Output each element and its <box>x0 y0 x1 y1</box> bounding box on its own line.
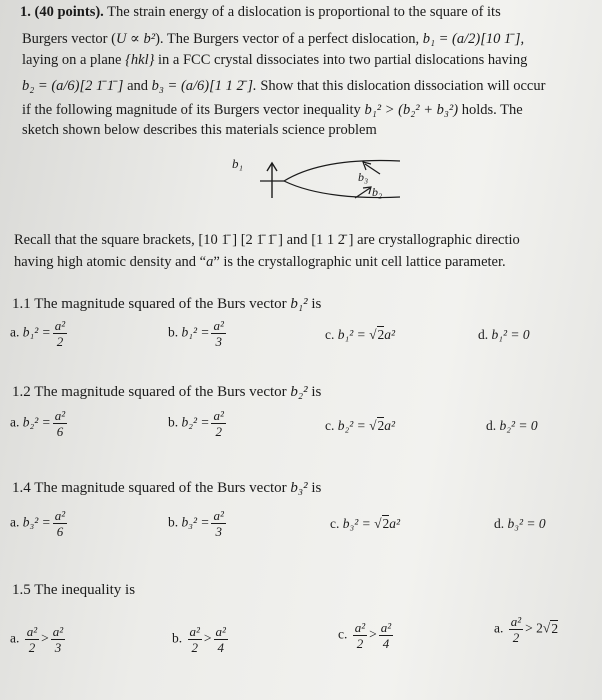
recall-text: are crystallographic directio <box>357 232 520 248</box>
option-label: b. <box>168 324 179 340</box>
question-text: 1.2 The magnitude squared of the Burs vector <box>12 384 287 400</box>
fraction-numerator: a² <box>54 318 66 333</box>
option-label: c. <box>330 516 340 531</box>
fraction-numerator: a² <box>54 408 66 423</box>
q4-option-d[interactable] <box>494 516 546 532</box>
burgers-vector-b1: b₁ = (a/2)[10 1̄ ], <box>422 31 525 47</box>
option-lhs: b₃² = <box>22 514 51 530</box>
option-label: c. <box>325 418 335 433</box>
option-label: d. <box>478 327 489 342</box>
option-label: d. <box>494 516 505 531</box>
recall-line-1 <box>14 232 520 249</box>
option-lhs: b₃² = <box>181 514 210 530</box>
fraction-numerator: a² <box>354 620 366 635</box>
direction-211: [2 1̄ 1̄ ] <box>240 232 283 248</box>
burgers-vector-b2: b₂ = (a/6)[2 1̄ 1̄ ] <box>22 78 124 94</box>
inequality-expression: b₁² > (b₂² + b₃²) <box>364 102 459 118</box>
direction-112: [1 1 2̄ ] <box>311 232 354 248</box>
q5-option-a[interactable] <box>10 624 67 655</box>
fraction-numerator: a² <box>213 408 224 423</box>
fraction-denominator: 3 <box>215 334 222 349</box>
question-text: is <box>311 480 322 496</box>
sqrt-radicand: 2 <box>377 418 385 433</box>
q2-option-d[interactable] <box>486 418 538 434</box>
option-fraction <box>53 508 67 539</box>
problem-text: and <box>127 78 148 94</box>
comparison-operator: > 2 <box>525 620 543 636</box>
problem-line-5 <box>22 102 523 119</box>
fraction-numerator: a² <box>380 620 392 635</box>
fraction-denominator: 3 <box>215 524 222 539</box>
fraction-denominator: 4 <box>382 636 390 651</box>
fraction-numerator: a² <box>215 624 226 639</box>
problem-text: in a FCC crystal dissociates into two partial dislocations having <box>158 52 528 68</box>
problem-number: 1. (40 points). <box>20 4 104 20</box>
option-label: c. <box>325 327 335 342</box>
option-label: a. <box>10 414 20 430</box>
b2-arrow <box>355 188 370 198</box>
q2-option-c[interactable]: c. b₂² = √2a² <box>325 418 396 433</box>
problem-line-2 <box>22 31 524 48</box>
question-text: is <box>311 384 322 400</box>
question-1-4-title <box>12 480 321 497</box>
fraction-numerator: a² <box>52 624 64 639</box>
fraction-denominator: 3 <box>54 640 62 655</box>
q1-option-d[interactable] <box>478 327 530 343</box>
option-label: a. <box>10 324 20 340</box>
problem-text: if the following magnitude of its Burgers vector inequality <box>22 102 361 118</box>
option-label: c. <box>338 626 348 642</box>
q5-option-d[interactable]: a. $\frac{\text{a²}}{2}$ > 2√2 <box>494 614 559 645</box>
option-label: b. <box>172 630 183 646</box>
option-fraction-right <box>51 624 65 655</box>
direction-101: [10 1̄ ] <box>198 232 238 248</box>
option-fraction <box>211 508 225 539</box>
comparison-operator: > <box>203 630 212 646</box>
problem-line-4 <box>22 78 545 95</box>
option-fraction <box>53 408 67 439</box>
question-1-2-title <box>12 384 321 401</box>
question-1-1-title <box>12 296 321 313</box>
recall-text: and <box>286 232 308 248</box>
sketch-label-b1: b₁ <box>232 156 244 171</box>
problem-text: ). The Burgers vector of a perfect dislocation, <box>155 31 420 47</box>
recall-text: ” is the crystallographic unit cell lattice parameter. <box>213 254 506 270</box>
fraction-numerator: a² <box>189 624 200 639</box>
option-lhs: b₂² = <box>337 418 366 433</box>
option-lhs: b₃² = <box>342 516 371 531</box>
recall-text: Recall that the square brackets, <box>14 232 195 248</box>
option-fraction-left <box>25 624 39 655</box>
option-lhs: b₁² = <box>181 324 210 340</box>
comparison-operator: > <box>41 630 49 646</box>
comparison-operator: > <box>369 626 377 642</box>
sqrt-radicand: 2 <box>382 516 390 531</box>
option-fraction-left <box>188 624 202 655</box>
q1-option-c[interactable]: c. b₁² = √2a² <box>325 327 396 342</box>
question-text: 1.1 The magnitude squared of the Burs vector <box>12 296 287 312</box>
upper-partial-curve <box>284 160 400 181</box>
burgers-vector-b3: b₃ = (a/6)[1 1 2̄ ]. <box>151 78 257 94</box>
option-lhs: b₁² = <box>337 327 366 342</box>
option-expression: b₁² = 0 <box>491 327 530 342</box>
question-symbol: b₃² <box>290 480 308 496</box>
option-fraction <box>211 318 225 349</box>
lattice-parameter-symbol: a <box>206 254 214 270</box>
option-fraction <box>53 318 67 349</box>
option-tail: a² <box>384 327 396 342</box>
fraction-numerator: a² <box>213 508 224 523</box>
question-text: 1.5 The inequality is <box>12 582 136 598</box>
sqrt-radicand: 2 <box>377 327 385 342</box>
fraction-numerator: a² <box>213 318 224 333</box>
question-text: 1.4 The magnitude squared of the Burs vector <box>12 480 287 496</box>
option-label: a. <box>494 620 504 636</box>
fraction-denominator: 4 <box>217 640 224 655</box>
sqrt-radicand: 2 <box>551 620 559 636</box>
option-label: b. <box>168 414 179 430</box>
problem-line-6 <box>22 122 377 139</box>
option-expression: b₃² = 0 <box>507 516 546 531</box>
option-expression: b₂² = 0 <box>499 418 538 433</box>
problem-text: sketch shown below describes this materials science problem <box>22 122 377 138</box>
option-fraction-left <box>353 620 367 651</box>
lower-partial-curve <box>284 181 400 198</box>
fraction-numerator: a² <box>26 624 38 639</box>
q1-option-a[interactable] <box>10 318 69 349</box>
option-lhs: b₂² = <box>181 414 210 430</box>
option-label: d. <box>486 418 497 433</box>
question-symbol: b₁² <box>290 296 308 312</box>
option-fraction-right <box>214 624 228 655</box>
fraction-denominator: 2 <box>56 334 64 349</box>
problem-text: laying on a plane <box>22 52 122 68</box>
recall-text: having high atomic density and “ <box>14 254 207 270</box>
option-lhs: b₂² = <box>22 414 51 430</box>
fraction-numerator: a² <box>510 614 522 629</box>
fraction-denominator: 2 <box>356 636 364 651</box>
sketch-label-b3: b₃ <box>358 170 369 184</box>
fraction-denominator: 2 <box>28 640 36 655</box>
option-label: a. <box>10 630 20 646</box>
fraction-denominator: 6 <box>56 424 64 439</box>
option-label: b. <box>168 514 179 530</box>
question-symbol: b₂² <box>290 384 308 400</box>
problem-text: Burgers vector ( <box>22 31 116 47</box>
option-fraction-left <box>509 614 523 645</box>
q1-option-b[interactable] <box>168 318 228 349</box>
option-fraction <box>211 408 225 439</box>
fraction-denominator: 6 <box>56 524 64 539</box>
problem-text: holds. The <box>461 102 523 118</box>
q4-option-a[interactable] <box>10 508 69 539</box>
recall-line-2 <box>14 254 506 271</box>
q5-option-b[interactable] <box>172 624 230 655</box>
problem-text: Show that this dislocation dissociation will occur <box>260 78 546 94</box>
q5-option-c[interactable] <box>338 620 395 651</box>
fraction-denominator: 2 <box>512 630 520 645</box>
problem-line-3 <box>22 52 527 69</box>
option-tail: a² <box>384 418 396 433</box>
problem-line-1 <box>20 4 501 21</box>
plane-family: {hkl} <box>125 52 155 68</box>
fraction-numerator: a² <box>54 508 66 523</box>
q2-option-b[interactable] <box>168 408 228 439</box>
option-fraction-right <box>379 620 393 651</box>
question-1-5-title <box>12 582 135 599</box>
dissociation-sketch <box>220 150 410 210</box>
q4-option-c[interactable]: c. b₃² = √2a² <box>330 516 401 531</box>
energy-proportional: U ∝ b² <box>115 31 156 47</box>
q4-option-b[interactable] <box>168 508 228 539</box>
question-text: is <box>311 296 322 312</box>
sketch-label-b2: b₂ <box>372 185 383 199</box>
q2-option-a[interactable] <box>10 408 69 439</box>
option-label: a. <box>10 514 20 530</box>
problem-text: The strain energy of a dislocation is proportional to the square of its <box>107 4 501 20</box>
option-lhs: b₁² = <box>22 324 51 340</box>
fraction-denominator: 2 <box>191 640 198 655</box>
fraction-denominator: 2 <box>215 424 222 439</box>
option-tail: a² <box>389 516 401 531</box>
